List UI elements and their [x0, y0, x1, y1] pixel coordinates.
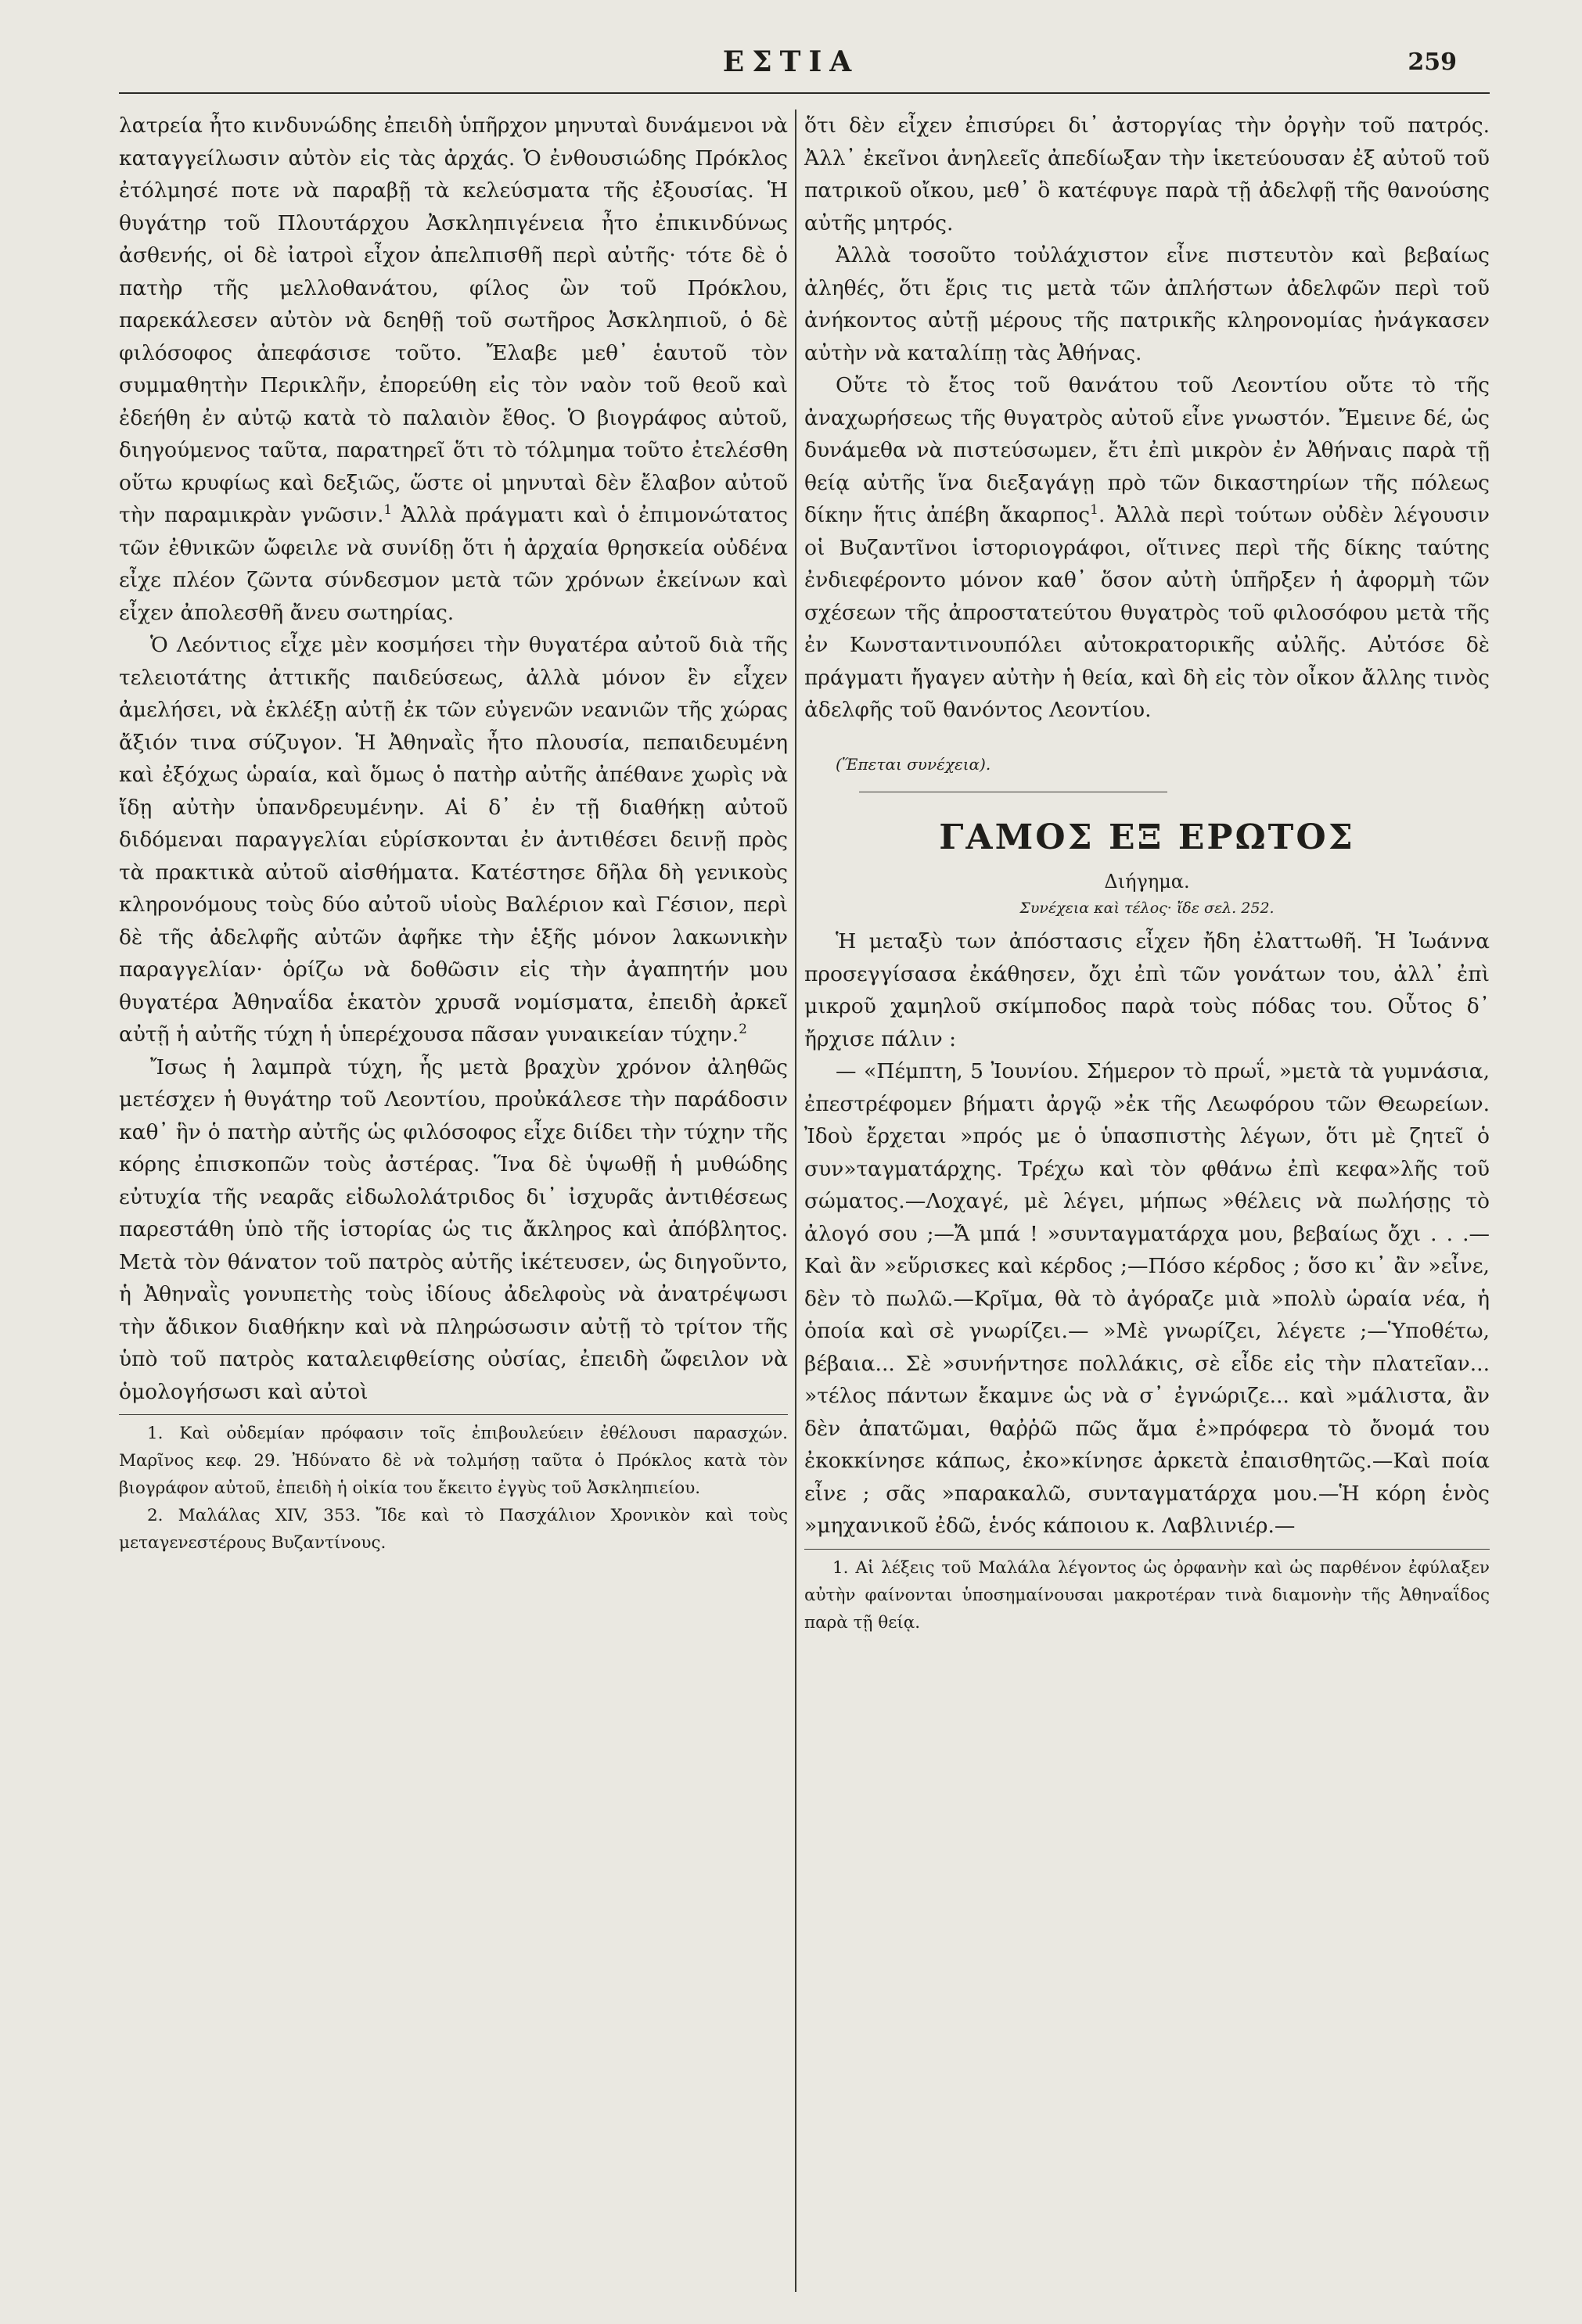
header-rule	[119, 92, 1490, 94]
story-continuation-note: Συνέχεια καὶ τέλος· ἴδε σελ. 252.	[1019, 900, 1275, 917]
body-paragraph: Ἴσως ἡ λαμπρὰ τύχη, ἧς μετὰ βραχὺν χρόνον ἀληθῶς μετέσχεν ἡ θυγάτηρ τοῦ Λεοντίου, προὐκάλεσε τὴν παράδοσιν καθ᾽ ἣν ὁ πατὴρ αὐτῆς ὡς φιλόσοφος εἶχε διίδει τὴν τύχην τῆς κόρης ἐπισκοπῶν τοὺς ἀστέρας. Ἵνα δὲ ὑψωθῇ ἡ μυθώδης εὐτυχία τῆς νεαρᾶς εἰδωλολάτριδος δι᾽ ἰσχυρᾶς ἀντιθέσεως παρεστάθη ὑπὸ τῆς ἱστορίας ὡς τις ἄκληρος καὶ ἀπόβλητος. Μετὰ τὸν θάνατον τοῦ πατρὸς αὐτῆς ἱκέτευσεν, ὡς διηγοῦντο, ἡ Ἀθηναῒς γονυπετὴς τοὺς ἰδίους ἀδελφοὺς νὰ ἀνατρέψωσι τὴν ἄδικον διαθήκην καὶ νὰ πληρώσωσιν αὐτῇ τὸ τρίτον τῆς ὑπὸ τοῦ πατρὸς καταλειφθείσης οὐσίας, ἐπειδὴ ὤφειλον νὰ ὁμολογήσωσι καὶ αὐτοὶ	[119, 1054, 788, 1404]
body-paragraph: Οὔτε τὸ ἔτος τοῦ θανάτου τοῦ Λεοντίου οὔτε τὸ τῆς ἀναχωρήσεως τῆς θυγατρὸς αὐτοῦ εἶνε γνωστόν. Ἔμεινε δέ, ὡς δυνάμεθα νὰ πιστεύσωμεν, ἔτι ἐπὶ μικρὸν ἐν Ἀθήναις παρὰ τῇ θείᾳ αὐτῆς ἵνα διεξαγάγῃ πρὸ τῶν δικαστηρίων τῆς πόλεως δίκην ἥτις ἀπέβη ἄκαρπος$^1$. Ἀλλὰ περὶ τούτων οὐδὲν λέγουσιν οἱ Βυζαντῖνοι ἱστοριογράφοι, οἵτινες περὶ τῆς δίκης ταύτης ἐνδιεφέροντο μόνον καθ᾽ ὅσον αὐτὴ ὑπῆρξεν ἡ ἀφορμὴ τῶν σχέσεων τῆς ἀπροστατεύτου θυγατρὸς τοῦ φιλοσόφου μετὰ τῆς ἐν Κωνσταντινουπόλει αὐτοκρατορικῆς αὐλῆς. Αὐτόσε δὲ πράγματι ἤγαγεν αὐτὴν ἡ θεία, καὶ δὴ εἰς τὸν οἶκον ἄλλης τινὸς ἀδελφῆς τοῦ θανόντος Λεοντίου.	[804, 373, 1490, 722]
footnote-rule	[804, 1549, 1490, 1550]
footnote-ref: 1	[383, 502, 393, 519]
body-paragraph: Ὁ Λεόντιος εἶχε μὲν κοσμήσει τὴν θυγατέρα αὐτοῦ διὰ τῆς τελειοτάτης ἀττικῆς παιδεύσεως, ἀλλὰ μόνον ἓν εἶχεν ἀμελήσει, νὰ ἐκλέξῃ αὐτῇ ἐκ τῶν εὐγενῶν νεανιῶν τῆς χώρας ἄξιόν τινα σύζυγον. Ἡ Ἀθηναῒς ἦτο πλουσία, πεπαιδευμένη καὶ ἐξόχως ὡραία, καὶ ὅμως ὁ πατὴρ αὐτῆς ἀπέθανε χωρὶς νὰ ἴδῃ αὐτὴν ὑπανδρευμένην. Αἱ δ᾽ ἐν τῇ διαθήκῃ αὐτοῦ διδόμεναι παραγγελίαι εὑρίσκονται ἐν ἀντιθέσει δεινῇ πρὸς τὰ πρακτικὰ αὐτοῦ αἰσθήματα. Κατέστησε δῆλα δὴ γενικοὺς κληρονόμους τοὺς δύο αὐτοῦ υἱοὺς Βαλέριον καὶ Γέσιον, περὶ δὲ τῆς ἀδελφῆς αὐτῶν ἀφῆκε τὴν ἑξῆς μόνον λακωνικὴν παραγγελίαν· ὁρίζω νὰ δοθῶσιν εἰς τὴν ἀγαπητήν μου θυγατέρα Ἀθηναΐδα ἑκατὸν χρυσᾶ νομίσματα, ἐπειδὴ ἀρκεῖ αὐτῇ ἡ αὐτῆς τύχη ἡ ὑπερέχουσα πᾶσαν γυναικείαν τύχην.$^2$	[119, 633, 788, 1047]
left-column	[119, 110, 788, 2292]
footnote-ref: 1	[1090, 502, 1098, 519]
right-column	[804, 110, 1490, 1633]
footnote-ref: 2	[739, 1022, 747, 1038]
page-number: 259	[1408, 48, 1457, 76]
column-divider	[795, 110, 796, 2292]
footnote: 1. Αἱ λέξεις τοῦ Μαλάλα λέγοντος ὡς ὀρφανὴν καὶ ὡς παρθένον ἐφύλαξεν αὐτὴν φαίνονται ὑποσημαίνουσαι μακροτέραν τινὰ διαμονὴν τῆς Ἀθηναΐδος παρὰ τῇ θείᾳ.	[804, 1557, 1490, 1633]
story-genre: Διήγημα.	[1104, 871, 1190, 893]
running-title: ΕΣΤΙΑ	[722, 45, 860, 78]
story-paragraph: — «Πέμπτη, 5 Ἰουνίου. Σήμερον τὸ πρωΐ, »μετὰ τὰ γυμνάσια, ἐπεστρέφομεν βήματι ἀργῷ »ἐκ τῆς Λεωφόρου τῶν Θεωρείων. Ἰδοὺ ἔρχεται »πρός με ὁ ὑπασπιστὴς λέγων, ὅτι μὲ ζητεῖ ὁ συν»ταγματάρχης. Τρέχω καὶ τὸν φθάνω ἐπὶ κεφα»λῆς τοῦ σώματος.—Λοχαγέ, μὲ λέγει, μήπως »θέλεις νὰ πωλήσῃς τὸ ἀλογό σου ;—Ἄ μπά ! »συνταγματάρχα μου, βεβαίως ὄχι . . .—Καὶ ἂν »εὕρισκες καὶ κέρδος ;—Πόσο κέρδος ; ὅσο κι᾽ ἂν »εἶνε, δὲν τὸ πωλῶ.—Κρῖμα, θὰ τὸ ἀγόραζε μιὰ »πολὺ ὡραία νέα, ἡ ὁποία καὶ σὲ γνωρίζει.— »Μὲ γνωρίζει, λέγετε ;—Ὑποθέτω, βέβαια... Σὲ »συνήντησε πολλάκις, σὲ εἶδε εἰς τὴν πλατεῖαν... »τέλος πάντων ἔκαμνε ὡς νὰ σ᾽ ἐγνώριζε... καὶ »μάλιστα, ἂν δὲν ἀπατῶμαι, θαῤῥῶ πῶς ἅμα ἐ»πρόφερα τὸ ὄνομά του ἐκοκκίνησε κάπως, ἐκο»κίνησε ἀρκετὰ ἐπαισθητῶς.—Καὶ ποία εἶνε ; σᾶς »παρακαλῶ, συνταγματάρχα μου.—Ἡ κόρη ἑνὸς »μηχανικοῦ ἐδῶ, ἑνός κάποιου κ. Λαβλινιέρ.—	[804, 1059, 1490, 1538]
body-paragraph: ὅτι δὲν εἶχεν ἐπισύρει δι᾽ ἀστοργίας τὴν ὀργὴν τοῦ πατρός. Ἀλλ᾽ ἐκεῖνοι ἀνηλεεῖς ἀπεδίωξαν τὴν ἱκετεύουσαν ἐξ αὐτοῦ τοῦ πατρικοῦ οἴκου, μεθ᾽ ὃ κατέφυγε παρὰ τῇ ἀδελφῇ τῆς θανούσης αὐτῆς μητρός.	[804, 113, 1490, 235]
story-paragraph: Ἡ μεταξὺ των ἀπόστασις εἶχεν ἤδη ἐλαττωθῆ. Ἡ Ἰωάννα προσεγγίσασα ἐκάθησεν, ὄχι ἐπὶ τῶν γονάτων του, ἀλλ᾽ ἐπὶ μικροῦ χαμηλοῦ σκίμποδος παρὰ τοὺς πόδας του. Οὗτος δ᾽ ἤρχισε πάλιν :	[804, 929, 1490, 1051]
footnote: 2. Μαλάλας XIV, 353. Ἴδε καὶ τὸ Πασχάλιον Χρονικὸν καὶ τοὺς μεταγενεστέρους Βυζαντίνους.	[119, 1506, 788, 1553]
body-paragraph: λατρεία ἦτο κινδυνώδης ἐπειδὴ ὑπῆρχον μηνυταὶ δυνάμενοι νὰ καταγγείλωσιν αὐτὸν εἰς τὰς ἀρχάς. Ὁ ἐνθουσιώδης Πρόκλος ἐτόλμησέ ποτε νὰ παραβῇ τὰ κελεύσματα τῆς ἐξουσίας. Ἡ θυγάτηρ τοῦ Πλουτάρχου Ἀσκληπιγένεια ἦτο ἐπικινδύνως ἀσθενής, οἱ δὲ ἰατροὶ εἶχον ἀπελπισθῆ περὶ αὐτῆς· τότε δὲ ὁ πατὴρ τῆς μελλοθανάτου, φίλος ὢν τοῦ Πρόκλου, παρεκάλεσεν αὐτὸν νὰ δεηθῇ τοῦ σωτῆρος Ἀσκληπιοῦ, ὁ δὲ φιλόσοφος ἀπεφάσισε τοῦτο. Ἔλαβε μεθ᾽ ἑαυτοῦ τὸν συμμαθητὴν Περικλῆν, ἐπορεύθη εἰς τὸν ναὸν τοῦ θεοῦ καὶ ἐδεήθη ἐν αὐτῷ κατὰ τὸ παλαιὸν ἔθος. Ὁ βιογράφος αὐτοῦ, διηγούμενος ταῦτα, παρατηρεῖ ὅτι τὸ τόλμημα τοῦτο ἐτελέσθη οὕτω κρυφίως καὶ δεξιῶς, ὥστε οἱ μηνυταὶ δὲν ἔλαβον αὐτοῦ τὴν παραμικρὰν γνῶσιν.$^1$ Ἀλλὰ πράγματι καὶ ὁ ἐπιμονώτατος τῶν ἐθνικῶν ὤφειλε νὰ συνίδῃ ὅτι ἡ ἀρχαία θρησκεία οὐδένα εἶχε πλέον ζῶντα σύνδεσμον μετὰ τῶν χρόνων ἐκείνων καὶ εἶχεν ἀπολεσθῆ ἄνευ σωτηρίας.	[119, 113, 788, 625]
body-paragraph: Ἀλλὰ τοσοῦτο τοὐλάχιστον εἶνε πιστευτὸν καὶ βεβαίως ἀληθές, ὅτι ἔρις τις μετὰ τῶν ἀπλήστων ἀδελφῶν περὶ τοῦ ἀνήκοντος αὐτῇ μέρους τῆς πατρικῆς κληρονομίας ἠνάγκασεν αὐτὴν νὰ καταλίπῃ τὰς Ἀθήνας.	[804, 243, 1490, 365]
story-title: ΓΑΜΟΣ ΕΞ ΕΡΩΤΟΣ	[939, 817, 1355, 857]
to-be-continued-note: (Ἕπεται συνέχεια).	[836, 754, 991, 774]
footnote: 1. Καὶ οὐδεμίαν πρόφασιν τοῖς ἐπιβουλεύειν ἐθέλουσι παρασχών. Μαρῖνος κεφ. 29. Ἠδύνατο δὲ νὰ τολμήσῃ ταῦτα ὁ Πρόκλος κατὰ τὸν βιογράφον αὐτοῦ, ἐπειδὴ ἡ οἰκία του ἔκειτο ἐγγὺς τοῦ Ἀσκληπιείου.	[119, 1424, 788, 1498]
footnote-rule	[119, 1414, 788, 1415]
